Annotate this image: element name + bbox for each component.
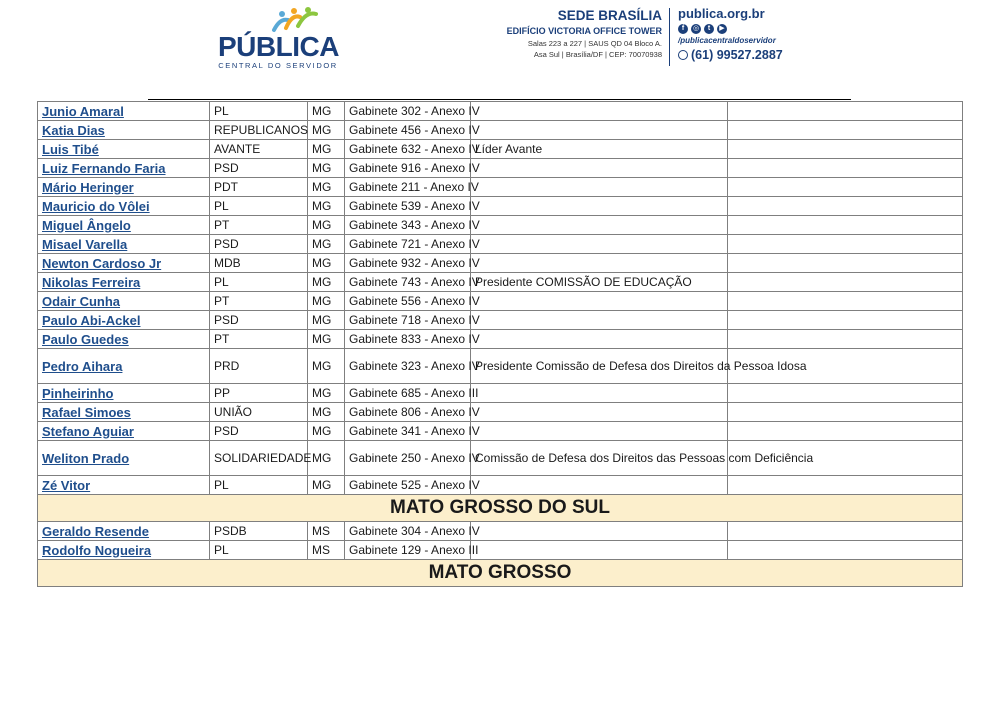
party-cell: SOLIDARIEDADE xyxy=(210,441,308,476)
sede-building: EDIFÍCIO VICTORIA OFFICE TOWER xyxy=(506,26,662,36)
office-cell: Gabinete 833 - Anexo IV xyxy=(345,330,471,349)
table-row xyxy=(38,311,963,330)
office-cell: Gabinete 525 - Anexo IV xyxy=(345,476,471,495)
uf-cell: MG xyxy=(308,197,345,216)
note-cell xyxy=(471,522,728,541)
table-row xyxy=(38,541,963,560)
deputy-name-link[interactable]: Rafael Simoes xyxy=(42,404,131,420)
header-divider xyxy=(669,8,670,66)
deputy-name-cell xyxy=(38,522,210,541)
sede-address-1: Salas 223 a 227 | SAUS QD 04 Bloco A. xyxy=(527,39,662,48)
table-row xyxy=(38,384,963,403)
deputy-name-cell xyxy=(38,216,210,235)
deputy-name-link[interactable]: Nikolas Ferreira xyxy=(42,274,141,290)
logo-title: PÚBLICA xyxy=(218,31,339,62)
uf-cell: MG xyxy=(308,349,345,384)
party-cell: PDT xyxy=(210,178,308,197)
deputy-name-link[interactable]: Pedro Aihara xyxy=(42,358,123,374)
uf-cell: MG xyxy=(308,384,345,403)
deputy-name-cell xyxy=(38,422,210,441)
office-cell: Gabinete 456 - Anexo IV xyxy=(345,121,471,140)
table-row xyxy=(38,403,963,422)
uf-cell: MS xyxy=(308,541,345,560)
uf-cell: MG xyxy=(308,235,345,254)
table-row xyxy=(38,349,963,384)
deputies-table xyxy=(37,101,963,587)
state-header-row xyxy=(38,560,963,587)
instagram-icon[interactable]: ◎ xyxy=(692,25,700,32)
uf-cell: MG xyxy=(308,273,345,292)
party-cell: PL xyxy=(210,541,308,560)
party-cell: UNIÃO xyxy=(210,403,308,422)
deputy-name-link[interactable]: Luiz Fernando Faria xyxy=(42,160,166,176)
uf-cell: MG xyxy=(308,159,345,178)
deputy-name-cell xyxy=(38,441,210,476)
table-row xyxy=(38,273,963,292)
office-cell: Gabinete 743 - Anexo IV xyxy=(345,273,471,292)
party-cell: PT xyxy=(210,216,308,235)
uf-cell: MG xyxy=(308,330,345,349)
table-row xyxy=(38,178,963,197)
office-cell: Gabinete 685 - Anexo III xyxy=(345,384,471,403)
party-cell: PSDB xyxy=(210,522,308,541)
deputy-name-cell xyxy=(38,273,210,292)
table-row xyxy=(38,330,963,349)
party-cell: PP xyxy=(210,384,308,403)
extra-cell xyxy=(728,102,963,121)
note-cell xyxy=(471,102,728,121)
extra-cell xyxy=(728,178,963,197)
extra-cell xyxy=(728,273,963,292)
extra-cell xyxy=(728,522,963,541)
party-cell: PSD xyxy=(210,311,308,330)
extra-cell xyxy=(728,311,963,330)
deputy-name-cell xyxy=(38,403,210,422)
deputy-name-link[interactable]: Junio Amaral xyxy=(42,103,124,119)
deputy-name-link[interactable]: Misael Varella xyxy=(42,236,128,252)
office-cell: Gabinete 632 - Anexo IV xyxy=(345,140,471,159)
deputy-name-link[interactable]: Zé Vitor xyxy=(42,477,91,493)
office-cell: Gabinete 211 - Anexo IV xyxy=(345,178,471,197)
phone-number: (61) 99527.2887 xyxy=(691,48,783,62)
deputy-name-link[interactable]: Pinheirinho xyxy=(42,385,114,401)
deputy-name-link[interactable]: Mauricio do Vôlei xyxy=(42,198,150,214)
office-cell: Gabinete 304 - Anexo IV xyxy=(345,522,471,541)
deputy-name-cell xyxy=(38,311,210,330)
deputy-name-cell xyxy=(38,197,210,216)
deputy-name-cell xyxy=(38,178,210,197)
uf-cell: MG xyxy=(308,140,345,159)
office-cell: Gabinete 916 - Anexo IV xyxy=(345,159,471,178)
party-cell: PT xyxy=(210,330,308,349)
contact-block xyxy=(678,6,783,63)
office-cell: Gabinete 343 - Anexo IV xyxy=(345,216,471,235)
sede-block xyxy=(490,8,662,60)
deputy-name-link[interactable]: Geraldo Resende xyxy=(42,523,149,539)
deputy-name-cell xyxy=(38,292,210,311)
table-row xyxy=(38,102,963,121)
note-cell xyxy=(471,311,728,330)
deputy-name-link[interactable]: Paulo Abi-Ackel xyxy=(42,312,141,328)
note-cell: Presidente Comissão de Defesa dos Direitos da Pessoa Idosa xyxy=(471,349,728,384)
note-cell: Comissão de Defesa dos Direitos das Pessoas com Deficiência xyxy=(471,441,728,476)
deputy-name-cell xyxy=(38,330,210,349)
office-cell: Gabinete 341 - Anexo IV xyxy=(345,422,471,441)
table-row xyxy=(38,121,963,140)
state-header: MATO GROSSO DO SUL xyxy=(38,495,963,522)
uf-cell: MG xyxy=(308,422,345,441)
party-cell: PL xyxy=(210,197,308,216)
extra-cell xyxy=(728,197,963,216)
note-cell xyxy=(471,159,728,178)
note-cell xyxy=(471,541,728,560)
uf-cell: MG xyxy=(308,292,345,311)
note-cell xyxy=(471,330,728,349)
note-cell xyxy=(471,476,728,495)
note-cell xyxy=(471,235,728,254)
phone xyxy=(678,47,783,63)
uf-cell: MG xyxy=(308,441,345,476)
party-cell: AVANTE xyxy=(210,140,308,159)
office-cell: Gabinete 302 - Anexo IV xyxy=(345,102,471,121)
extra-cell xyxy=(728,254,963,273)
note-cell xyxy=(471,121,728,140)
extra-cell xyxy=(728,159,963,178)
deputy-name-link[interactable]: Weliton Prado xyxy=(42,450,130,466)
sede-address-2: Asa Sul | Brasília/DF | CEP: 70070938 xyxy=(533,50,662,59)
facebook-icon[interactable]: f xyxy=(678,24,688,34)
uf-cell: MG xyxy=(308,403,345,422)
table-row xyxy=(38,197,963,216)
deputy-name-link[interactable]: Mário Heringer xyxy=(42,179,134,195)
table-row xyxy=(38,159,963,178)
party-cell: REPUBLICANOS xyxy=(210,121,308,140)
office-cell: Gabinete 323 - Anexo IV xyxy=(345,349,471,384)
uf-cell: MG xyxy=(308,178,345,197)
note-cell xyxy=(471,384,728,403)
deputy-name-link[interactable]: Stefano Aguiar xyxy=(42,423,134,439)
extra-cell xyxy=(728,476,963,495)
youtube-icon[interactable]: ▶ xyxy=(717,24,727,34)
uf-cell: MG xyxy=(308,311,345,330)
whatsapp-icon xyxy=(678,50,688,60)
uf-cell: MG xyxy=(308,216,345,235)
note-cell xyxy=(471,197,728,216)
office-cell: Gabinete 556 - Anexo IV xyxy=(345,292,471,311)
deputy-name-cell xyxy=(38,384,210,403)
party-cell: PSD xyxy=(210,422,308,441)
deputy-name-cell xyxy=(38,254,210,273)
deputy-name-link[interactable]: Paulo Guedes xyxy=(42,331,129,347)
party-cell: PSD xyxy=(210,235,308,254)
office-cell: Gabinete 250 - Anexo IV xyxy=(345,441,471,476)
note-cell xyxy=(471,292,728,311)
table-row xyxy=(38,216,963,235)
table-row xyxy=(38,140,963,159)
deputy-name-cell xyxy=(38,541,210,560)
state-header: MATO GROSSO xyxy=(38,560,963,587)
extra-cell xyxy=(728,422,963,441)
office-cell: Gabinete 129 - Anexo III xyxy=(345,541,471,560)
table-row xyxy=(38,476,963,495)
publica-logo xyxy=(218,6,338,68)
deputy-name-cell xyxy=(38,121,210,140)
note-cell xyxy=(471,254,728,273)
logo-subtitle: CENTRAL DO SERVIDOR xyxy=(218,61,338,70)
office-cell: Gabinete 806 - Anexo IV xyxy=(345,403,471,422)
table-row xyxy=(38,441,963,476)
table-row xyxy=(38,292,963,311)
party-cell: PRD xyxy=(210,349,308,384)
uf-cell: MG xyxy=(308,476,345,495)
deputy-name-cell xyxy=(38,476,210,495)
extra-cell xyxy=(728,384,963,403)
party-cell: PL xyxy=(210,273,308,292)
deputy-name-cell xyxy=(38,235,210,254)
office-cell: Gabinete 539 - Anexo IV xyxy=(345,197,471,216)
social-handle[interactable]: /publicacentraldoservidor xyxy=(678,36,776,45)
note-cell xyxy=(471,178,728,197)
sede-title: SEDE BRASÍLIA xyxy=(557,8,662,23)
social-icons xyxy=(678,23,783,35)
party-cell: PL xyxy=(210,476,308,495)
party-cell: PT xyxy=(210,292,308,311)
note-cell xyxy=(471,422,728,441)
office-cell: Gabinete 721 - Anexo IV xyxy=(345,235,471,254)
uf-cell: MG xyxy=(308,121,345,140)
extra-cell xyxy=(728,292,963,311)
extra-cell xyxy=(728,121,963,140)
header-rule xyxy=(148,99,851,100)
office-cell: Gabinete 932 - Anexo IV xyxy=(345,254,471,273)
deputy-name-link[interactable]: Rodolfo Nogueira xyxy=(42,542,152,558)
extra-cell xyxy=(728,140,963,159)
extra-cell xyxy=(728,403,963,422)
deputy-name-link[interactable]: Katia Dias xyxy=(42,122,105,138)
note-cell: Presidente COMISSÃO DE EDUCAÇÃO xyxy=(471,273,728,292)
uf-cell: MG xyxy=(308,102,345,121)
note-cell xyxy=(471,216,728,235)
deputy-name-link[interactable]: Luis Tibé xyxy=(42,141,99,157)
table-row xyxy=(38,254,963,273)
table-row xyxy=(38,422,963,441)
party-cell: MDB xyxy=(210,254,308,273)
uf-cell: MS xyxy=(308,522,345,541)
deputy-name-cell xyxy=(38,159,210,178)
deputy-name-cell xyxy=(38,140,210,159)
website-link[interactable]: publica.org.br xyxy=(678,6,765,21)
deputy-name-cell xyxy=(38,349,210,384)
party-cell: PL xyxy=(210,102,308,121)
deputy-name-link[interactable]: Miguel Ângelo xyxy=(42,217,131,233)
office-cell: Gabinete 718 - Anexo IV xyxy=(345,311,471,330)
state-header-row xyxy=(38,495,963,522)
extra-cell xyxy=(728,541,963,560)
deputy-name-link[interactable]: Newton Cardoso Jr xyxy=(42,255,162,271)
deputies-table-body xyxy=(38,102,963,587)
note-cell: Líder Avante xyxy=(471,140,728,159)
extra-cell xyxy=(728,235,963,254)
deputy-name-link[interactable]: Odair Cunha xyxy=(42,293,121,309)
twitter-icon[interactable]: t xyxy=(704,24,714,34)
extra-cell xyxy=(728,216,963,235)
table-row xyxy=(38,522,963,541)
note-cell xyxy=(471,403,728,422)
extra-cell xyxy=(728,330,963,349)
party-cell: PSD xyxy=(210,159,308,178)
table-row xyxy=(38,235,963,254)
deputy-name-cell xyxy=(38,102,210,121)
uf-cell: MG xyxy=(308,254,345,273)
